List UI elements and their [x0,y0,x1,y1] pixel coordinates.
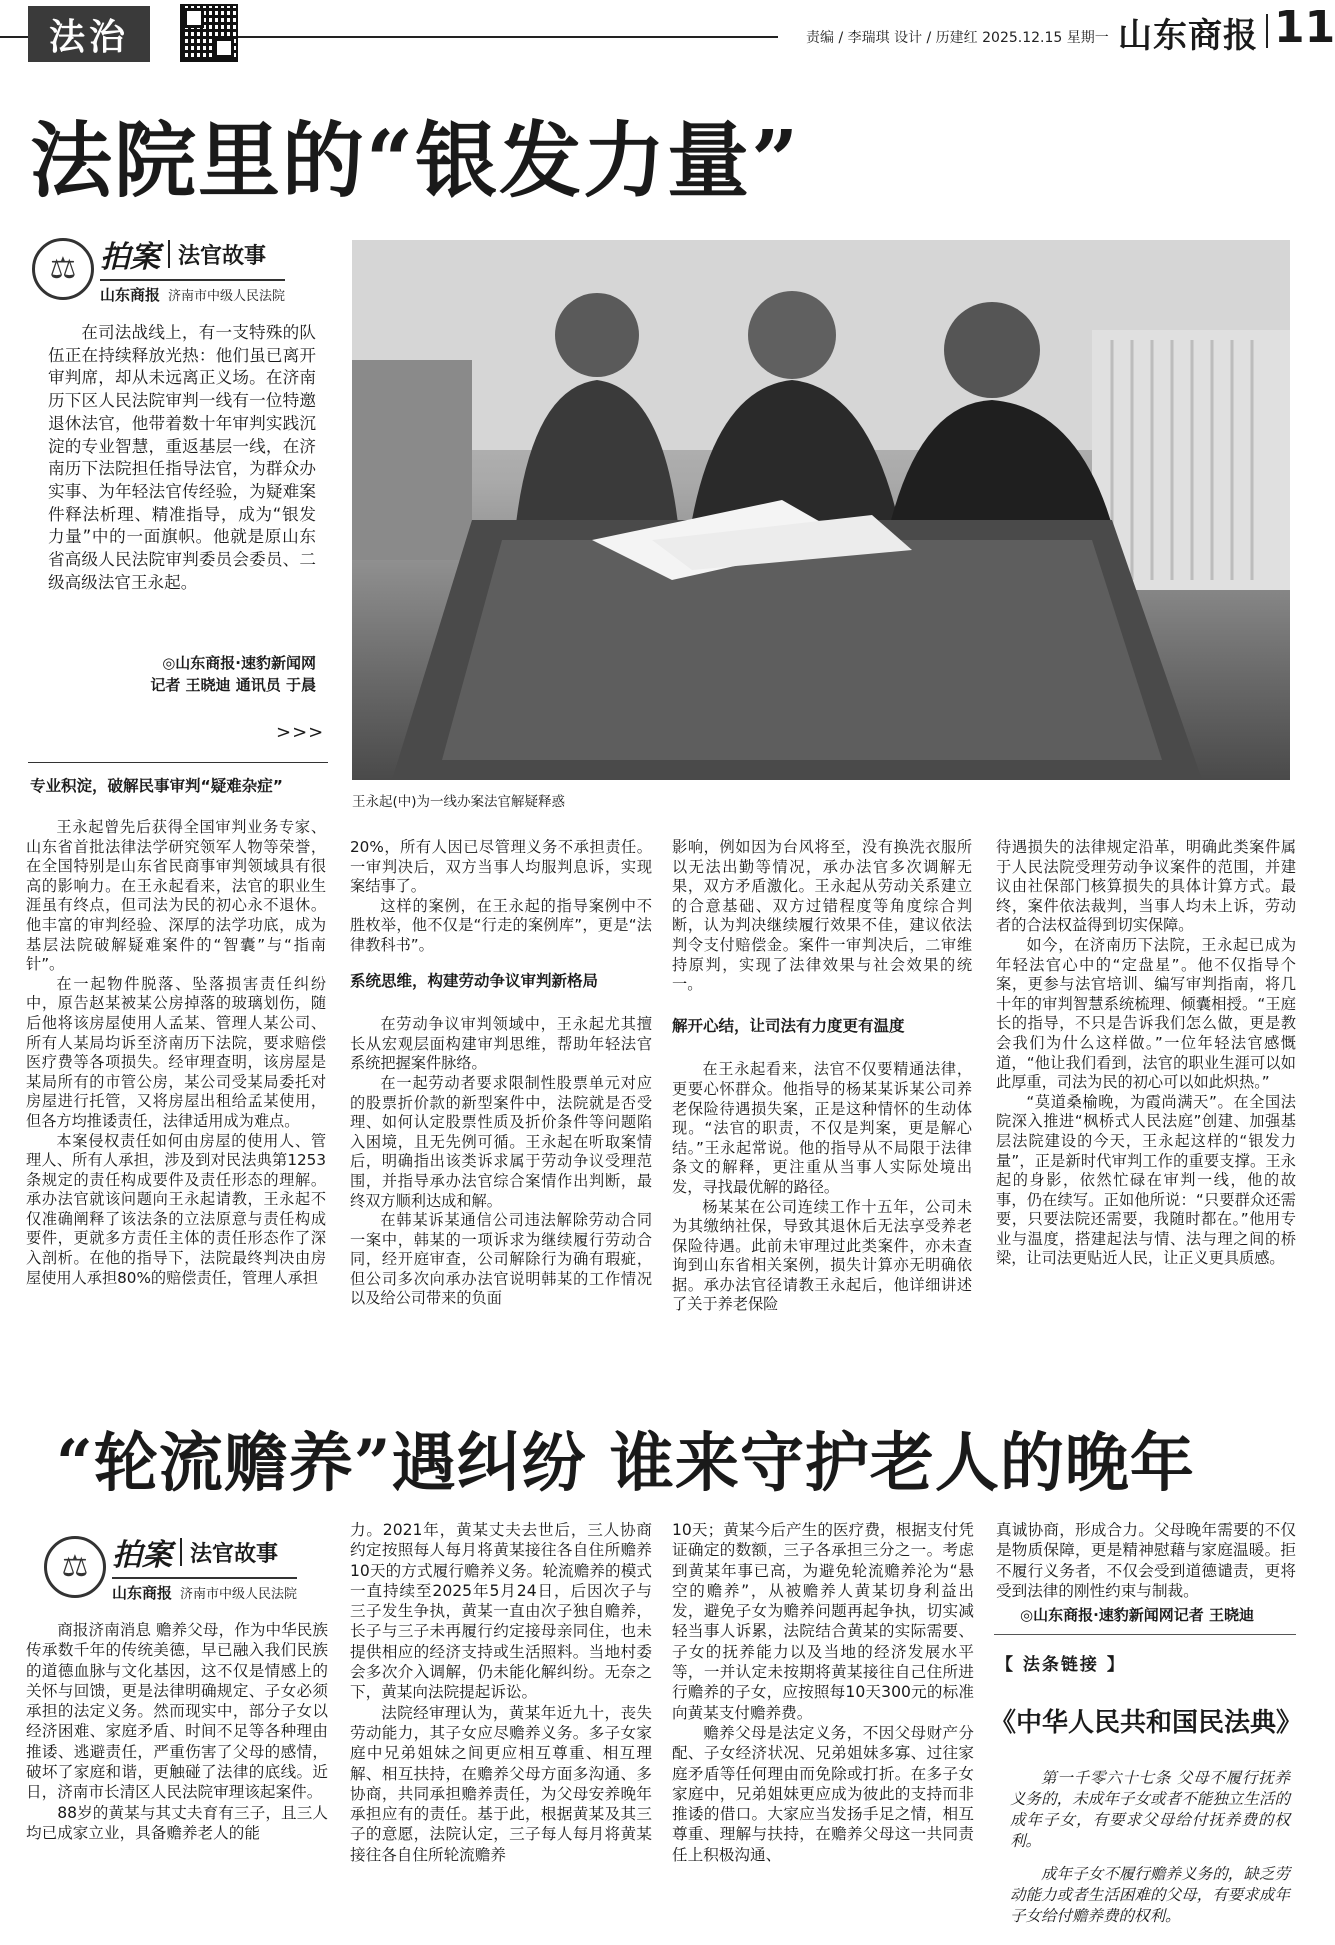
paragraph: 本案侵权责任如何由房屋的使用人、管理人、所有人承担，涉及到对民法典第1253条规定的责任构成要件及责任形态的理解。承办法官就该问题向王永起请教，王永起不仅准确阐释了该法条的立法原意与责任构成要件，更就多方责任主体的责任形态作了深入剖析。在他的指导下，法院最终判决由房屋使用人承担80%的赔偿责任，管理人承担 [26,1131,326,1287]
paragraph: 如今，在济南历下法院，王永起已成为年轻法官心中的“定盘星”。他不仅指导个案，更参与法官培训、编写审判指南，将几十年的审判智慧系统梳理、倾囊相授。“王庭长的指导，不只是告诉我们怎么做，更是教会我们为什么这样做。”一位年轻法官感慨道，“他让我们看到，法官的职业生涯可以如此厚重，司法为民的初心可以如此炽热。” [996,935,1296,1092]
column-rule [100,279,285,281]
column-sep [180,1538,182,1566]
paragraph: 杨某某在公司连续工作十五年，公司未为其缴纳社保，导致其退休后无法享受养老保险待遇。此前未审理过此类案件，亦未查询到山东省相关案例，损失计算亦无明确依据。承办法官径请教王永起后，他详细讲述了关于养老保险 [672,1197,972,1314]
paragraph: “莫道桑榆晚，为霞尚满天”。在全国法院深入推进“枫桥式人民法庭”创建、加强基层法院建设的今天，王永起这样的“银发力量”，正是新时代审判工作的重要支撑。王永起的身影，依然忙碌在审判一线，他的故事，仍在续写。正如他所说：“只要群众还需要，只要法院还需要，我随时都在。”他用专业与温度，搭建起法与情、法与理之间的桥梁，让司法更贴近人民，让正义更具质感。 [996,1092,1296,1268]
column-paper: 山东商报 [100,286,161,304]
law-text [1010,1768,1290,1927]
article1-col-3 [672,838,972,1315]
photo-judges [352,240,1290,780]
paragraph: 10天；黄某今后产生的医疗费，根据支付凭证确定的数额，三子各承担三分之一。考虑到黄某年事已高，为避免轮流赡养沦为“悬空的赡养”，从被赡养人黄某切身利益出发，避免子女为赡养问题再起争执，切实减轻当事人诉累，法院结合黄某的实际需要、子女的抚养能力以及当地的经济发展水平等，一并认定未按期将黄某接往自己住所进行赡养的子女，应按照每10天300元的标准向黄某支付赡养费。 [672,1521,974,1722]
headline-1: 法院里的“银发力量” [30,113,801,209]
court-emblem-icon: ⚖ [44,1536,106,1598]
qr-code-icon[interactable] [180,4,238,62]
paragraph: 真诚协商，形成合力。父母晚年需要的不仅是物质保障，更是精神慰藉与家庭温暖。拒不履行义务者，不仅会受到道德谴责，更将受到法律的刚性约束与制裁。 [996,1521,1296,1600]
paragraph: 待遇损失的法律规定沿革，明确此类案件属于人民法院受理劳动争议案件的范围，并建议由社保部门核算损失的具体计算方式。最终，案件依法裁判，当事人均未上诉，劳动者的合法权益得到切实保障。 [996,838,1296,935]
article1-col-4 [996,838,1296,1269]
paragraph: 在一起劳动者要求限制性股票单元对应的股票折价款的新型案件中，法院就是否受理、如何认定股票性质及折价条件等问题陷入困境，且无先例可循。王永起在听取案情后，明确指出该类诉求属于劳动争议受理范围，并指导承办法官综合案情作出判断，最终双方顺利达成和解。 [350,1073,652,1210]
subhead-2: 系统思维，构建劳动争议审判新格局 [350,971,599,990]
subhead-3: 解开心结，让司法有力度更有温度 [672,1016,905,1035]
header-divider [1266,14,1268,48]
column-subtitle: 法官故事 [178,243,267,269]
paragraph: 力。2021年，黄某丈夫去世后，三人协商约定按照每人每月将黄某接往各自住所赡养10天的方式履行赡养义务。轮流赡养的模式一直持续至2025年5月24日，后因次子与三子发生争执，黄某一直由次子独自赡养，长子与三子未再履行约定接母亲同住，也未提供相应的经济支持或生活照料。当地村委会多次介入调解，仍未能化解纠纷。无奈之下，黄某向法院提起诉讼。 [350,1521,652,1702]
header-rule-left [0,36,28,38]
column-title: 拍案 [112,1538,172,1573]
law-box-title: 【 法条链接 】 [996,1655,1126,1675]
law-article: 成年子女不履行赡养义务的，缺乏劳动能力或者生活困难的父母，有要求成年子女给付赡养费的权利。 [1010,1865,1290,1925]
paragraph: 法院经审理认为，黄某年近九十，丧失劳动能力，其子女应尽赡养义务。多子女家庭中兄弟姐妹之间更应相互尊重、相互理解、相互扶持，在赡养父母方面多沟通、多协商，共同承担赡养责任，为父母安养晚年承担应有的责任。基于此，根据黄某及其三子的意愿，法院认定，三子每人每月将黄某接往各自住所轮流赡养 [350,1703,652,1864]
photo-caption: 王永起(中)为一线办案法官解疑释惑 [352,794,566,810]
credit-line-1: ◎山东商报·速豹新闻网 [162,654,316,672]
column-rule [112,1577,297,1579]
credit-line-2: 记者 王晓迪 通讯员 于晨 [150,676,316,694]
paragraph: 影响，例如因为台风将至，没有换洗衣服所以无法出勤等情况，承办法官多次调解无果，双方矛盾激化。王永起从劳动关系建立的合意基础、双方过错程度等角度综合判断，认为判决继续履行效果不佳，建议依法判令支付赔偿金。案件一审判决后，二审维持原判，实现了法律效果与社会效果的统一。 [672,838,972,994]
column-title: 拍案 [100,240,160,275]
photo-illustration [352,240,1290,780]
paragraph: 赡养父母是法定义务，不因父母财产分配、子女经济状况、兄弟姐妹多寡、过往家庭矛盾等任何理由而免除或打折。在多子女家庭中，兄弟姐妹更应成为彼此的支持而非推诿的借口。大家应当发扬手足之情，相互尊重、理解与扶持，在赡养父母这一共同责任上积极沟通、 [672,1723,974,1864]
article2-credit: ◎山东商报·速豹新闻网记者 王晓迪 [1020,1606,1255,1624]
paragraph: 在韩某诉某通信公司违法解除劳动合同一案中，韩某的一项诉求为继续履行劳动合同，经开庭审查，公司解除行为确有瑕疵，但公司多次向承办法官说明韩某的工作情况以及给公司带来的负面 [350,1211,652,1308]
column-court: 济南市中级人民法院 [168,289,286,304]
article2-col-2 [350,1520,652,1865]
paragraph: 在王永起看来，法官不仅要精通法律，更要心怀群众。他指导的杨某某诉某公司养老保险待遇损失案，正是这种情怀的生动体现。“法官的职责，不仅是判案，更是解心结。”王永起常说。他的指导从不局限于法律条文的解释，更注重从当事人实际处境出发，寻找最优解的路径。 [672,1060,972,1196]
headline-2: “轮流赡养”遇纠纷 谁来守护老人的晚年 [56,1426,1195,1501]
paragraph: 88岁的黄某与其丈夫育有三子，且三人均已成家立业，具备赡养老人的能 [26,1803,328,1842]
paragraph: 商报济南消息 赡养父母，作为中华民族传承数千年的传统美德，早已融入我们民族的道德血脉与文化基因，这不仅是情感上的关怀与回馈，更是法律明确规定、子女必须承担的法定义务。然而现实中，部分子女以经济困难、家庭矛盾、时间不足等各种理由推诿、逃避责任，严重伤害了父母的感情，破坏了家庭和谐，更触碰了法律的底线。近日，济南市长清区人民法院审理该起案件。 [26,1621,328,1802]
column-paper: 山东商报 [112,1584,173,1602]
section-label: 法治 [28,6,150,62]
article2-col-3 [672,1520,974,1865]
subhead-rule [28,762,328,763]
law-box-rule [994,1634,1296,1635]
column-logo-1 [32,232,285,305]
paragraph: 在一起物件脱落、坠落损害责任纠纷中，原告赵某被某公房掉落的玻璃划伤，随后他将该房屋使用人孟某、管理人某公司、所有人某局均诉至济南历下法院，要求赔偿医疗费等各项损失。经审理查明，该房屋是某局所有的市管公房，某公司受某局委托对房屋进行托管，又将房屋出租给孟某使用，但各方均推诿责任，法律适用成为难点。 [26,974,326,1130]
paragraph: 20%，所有人因已尽管理义务不承担责任。一审判决后，双方当事人均服判息诉，实现案结事了。 [350,838,652,896]
paragraph: 在劳动争议审判领域中，王永起尤其擅长从宏观层面构建审判思维，帮助年轻法官系统把握案件脉络。 [350,1015,652,1073]
article2-col-4 [996,1520,1296,1601]
editor-meta: 责编 / 李瑞琪 设计 / 历建红 2025.12.15 星期一 [806,30,1109,46]
article1-col-1 [26,818,326,1288]
article1-credit [100,652,316,696]
paragraph: 这样的案例，在王永起的指导案例中不胜枚举，他不仅是“行走的案例库”，更是“法律教科书”。 [350,896,652,954]
article1-col-2 [350,838,652,1309]
paragraph: 王永起曾先后获得全国审判业务专家、山东省首批法律法学研究领军人物等荣誉，在全国特别是山东省民商事审判领域具有很高的影响力。在王永起看来，法官的职业生涯虽有终点，但司法为民的初心永不退休。他丰富的审判经验、深厚的法学功底，成为基层法院破解疑难案件的“智囊”与“指南针”。 [26,818,326,974]
column-court: 济南市中级人民法院 [180,1587,298,1602]
law-article: 第一千零六十七条 父母不履行抚养义务的，未成年子女或者不能独立生活的成年子女，有要求父母给付抚养费的权利。 [1010,1769,1290,1850]
paper-name: 山东商报 [1118,16,1258,56]
continue-arrows: >>> [276,722,325,743]
column-logo-2 [44,1530,297,1603]
page-number: 11 [1274,2,1335,53]
article1-intro: 在司法战线上，有一支特殊的队伍正在持续释放光热：他们虽已离开审判席，却从未远离正义场。在济南历下区人民法院审判一线有一位特邀退休法官，他带着数十年审判实践沉淀的专业智慧，重返基层一线，在济南历下法院担任指导法官，为群众办实事、为年轻法官传经验，为疑难案件释法析理、精准指导，成为“银发力量”中的一面旗帜。他就是原山东省高级人民法院审判委员会委员、二级高级法官王永起。 [48,323,316,592]
court-emblem-icon: ⚖ [32,238,94,300]
column-subtitle: 法官故事 [190,1541,279,1567]
header-rule [238,36,778,38]
article2-col-1 [26,1620,328,1843]
column-sep [168,240,170,268]
subhead-1: 专业积淀，破解民事审判“疑难杂症” [30,777,283,795]
law-title: 《中华人民共和国民法典》 [990,1708,1303,1738]
